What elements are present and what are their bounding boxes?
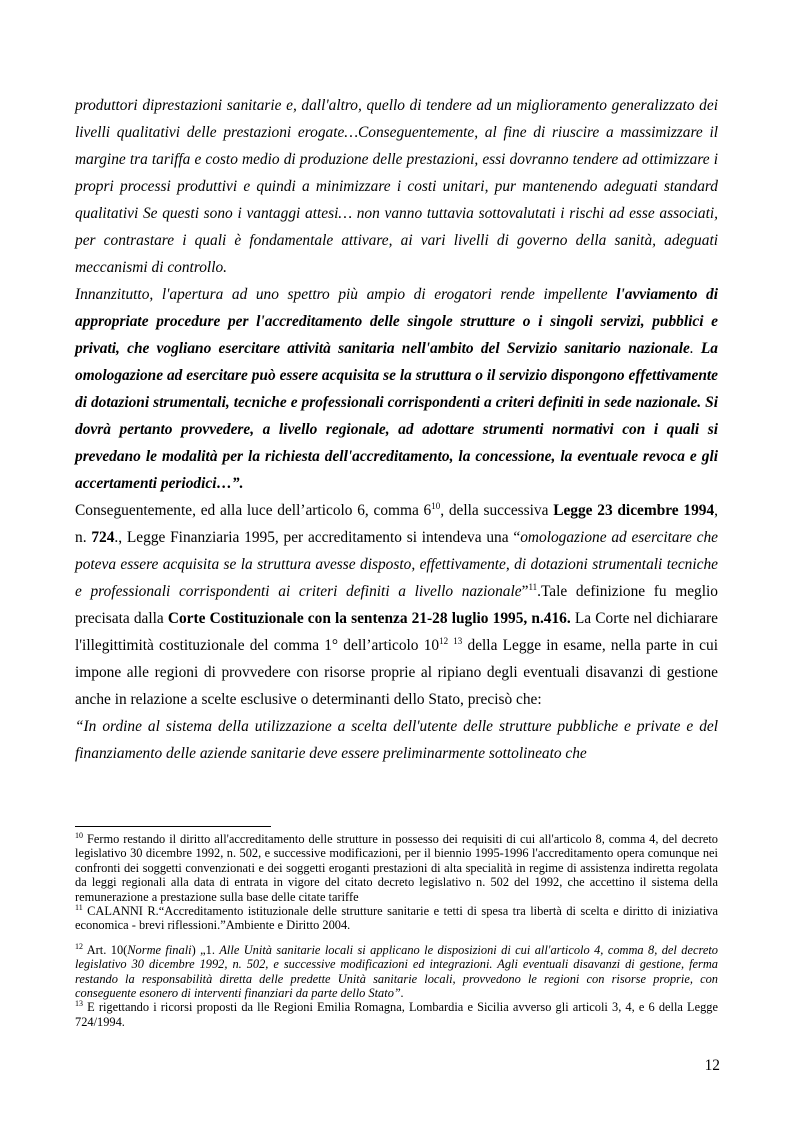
footnotes [75, 832, 718, 1029]
body-text [75, 92, 718, 767]
paragraph-court-quote: “In ordine al sistema della utilizzazione a scelta dell'utente delle strutture pubbliche e private e del finanziamento delle aziende sanitarie deve essere preliminarmente sottolineato che [75, 718, 718, 762]
omologazione-bold: La omologazione ad esercitare può essere acquisita se la struttura o il servizio dispongono effettivamente di dotazioni strumentali, tecniche e professionali corrispondenti a criteri definiti in sede nazionale. Si dovrà pertanto provvedere, a livello regionale, ad adottare strumenti normativi con i quali si prevedano le modalità per la richiesta dell'accreditamento, la concessione, la eventuale revoca e gli accertamenti periodici…”. [75, 340, 718, 492]
footnote-ref-13[interactable]: 13 [453, 635, 463, 646]
footnote-ref-11[interactable]: 11 [528, 581, 538, 592]
page-number: 12 [704, 1057, 720, 1074]
footnote-ref-10[interactable]: 10 [431, 500, 441, 511]
footnote-10: $^{10}$ Fermo restando il diritto all'accreditamento delle strutture in possesso dei requisiti di cui all'articolo 8, comma 4, del decreto legislativo 30 dicembre 1992, n. 502, e successive modificazioni, per il biennio 1995-1996 l'accreditamento opera comunque nei confronti dei soggetti convenzionati e dei soggetti eroganti prestazioni di alta specialità in regime di assistenza indiretta regolata da leggi regionali alla data di entrata in vigore del citato decreto legislativo n. 502 del 1992, che accettino il sistema della remunerazione a prestazione sulla base delle citate tariffe [75, 830, 718, 904]
footnote-12: $^{12}$ Art. 10(Norme finali) „1. Alle Unità sanitarie locali si applicano le disposizioni di cui all'articolo 4, comma 8, del decreto legislativo 30 dicembre 1992, n. 502, e successive modificazioni ed integrazioni. Agli eventuali disavanzi di gestione, ferma restando la responsabilità diretta delle predette Unità sanitarie locali, provvedono le regioni con risorse proprie, con conseguente esonero di interventi finanziari da parte dello Stato”. [75, 941, 718, 1001]
paragraph-accreditamento: Innanzitutto, l'apertura ad uno spettro più ampio di erogatori rende impellente l'avviamento di appropriate procedure per l'accreditamento delle singole strutture o i singoli servizi, pubblici e privati, che vogliano esercitare attività sanitaria nell'ambito del Servizio sanitario nazionale. La omologazione ad esercitare può essere acquisita se la struttura o il servizio dispongono effettivamente di dotazioni strumentali, tecniche e professionali corrispondenti a criteri definiti in sede nazionale. Si dovrà pertanto provvedere, a livello regionale, ad adottare strumenti normativi con i quali si prevedano le modalità per la richiesta dell'accreditamento, la concessione, la eventuale revoca e gli accertamenti periodici…”. [75, 286, 718, 492]
paragraph-quote-continuation: produttori diprestazioni sanitarie e, dall'altro, quello di tendere ad un miglioramento generalizzato dei livelli qualitativi delle prestazioni erogate…Conseguentemente, al fine di riuscire a massimizzare il margine tra tariffa e costo medio di produzione delle prestazioni, essi dovranno tendere ad ottimizzare i propri processi produttivi e quindi a minimizzare i costi unitari, pur mantenendo adeguati standard qualitativi Se questi sono i vantaggi attesi… non vanno tuttavia sottovalutati i rischi ad esse associati, per contrastare i quali è fondamentale attivare, ai vari livelli di governo della sanità, adeguati meccanismi di controllo. [75, 97, 718, 276]
omologazione-quote: omologazione ad esercitare che poteva essere acquisita se la struttura avesse disposto, effettivamente, di dotazioni strumentali tecniche e professionali corrispondenti ai criteri definiti a livello nazionale [75, 529, 719, 600]
court-ruling-reference: Corte Costituzionale con la sentenza 21-28 luglio 1995, n.416. [167, 610, 571, 627]
footnote-ref-12[interactable]: 12 [439, 635, 449, 646]
law-reference: Legge 23 dicembre 1994 [553, 502, 715, 519]
footnote-separator [75, 826, 271, 827]
paragraph-legge-724: Conseguentemente, ed alla luce dell’articolo 6, comma $6^{10}$, della successiva Legge 23 dicembre 1994, n. 724., Legge Finanziaria 1995, per accreditamento si intendeva una “omologazione ad esercitare che poteva essere acquisita se la struttura avesse disposto, effettivamente, di dotazioni strumentali tecniche e professionali corrispondenti ai criteri definiti a livello nazionale”$^{11}$.Tale definizione fu meglio precisata dalla Corte Costituzionale con la sentenza 21-28 luglio 1995, n.416. La Corte nel dichiarare l'illegittimità costituzionale del comma 1° dell’articolo $10^{12}$ $^{13}$ della Legge in esame, nella parte in cui impone alle regioni di provvedere con risorse proprie al ripiano degli eventuali disavanzi di gestione anche in relazione a scelte esclusive o determinanti dello Stato, precisò che: [75, 500, 719, 708]
accreditamento-bold: l'avviamento di appropriate procedure per l'accreditamento delle singole strutture o i singoli servizi, pubblici e privati, che vogliano esercitare attività sanitaria nell'ambito del Servizio sanitario nazionale [75, 286, 718, 357]
accreditamento-intro: Innanzitutto, l'apertura ad uno spettro più ampio di erogatori rende impellente [75, 286, 617, 303]
footnote-11: $^{11}$ CALANNI R.“Accreditamento istituzionale delle strutture sanitarie e tetti di spesa tra libertà di scelta e diritto di iniziativa economica - brevi riflessioni.”Ambiente e Diritto 2004. [75, 902, 718, 933]
footnote-13: $^{13}$ E rigettando i ricorsi proposti da lle Regioni Emilia Romagna, Lombardia e Sicilia avverso gli articoli 3, 4, e 6 della Legge 724/1994. [75, 999, 718, 1029]
